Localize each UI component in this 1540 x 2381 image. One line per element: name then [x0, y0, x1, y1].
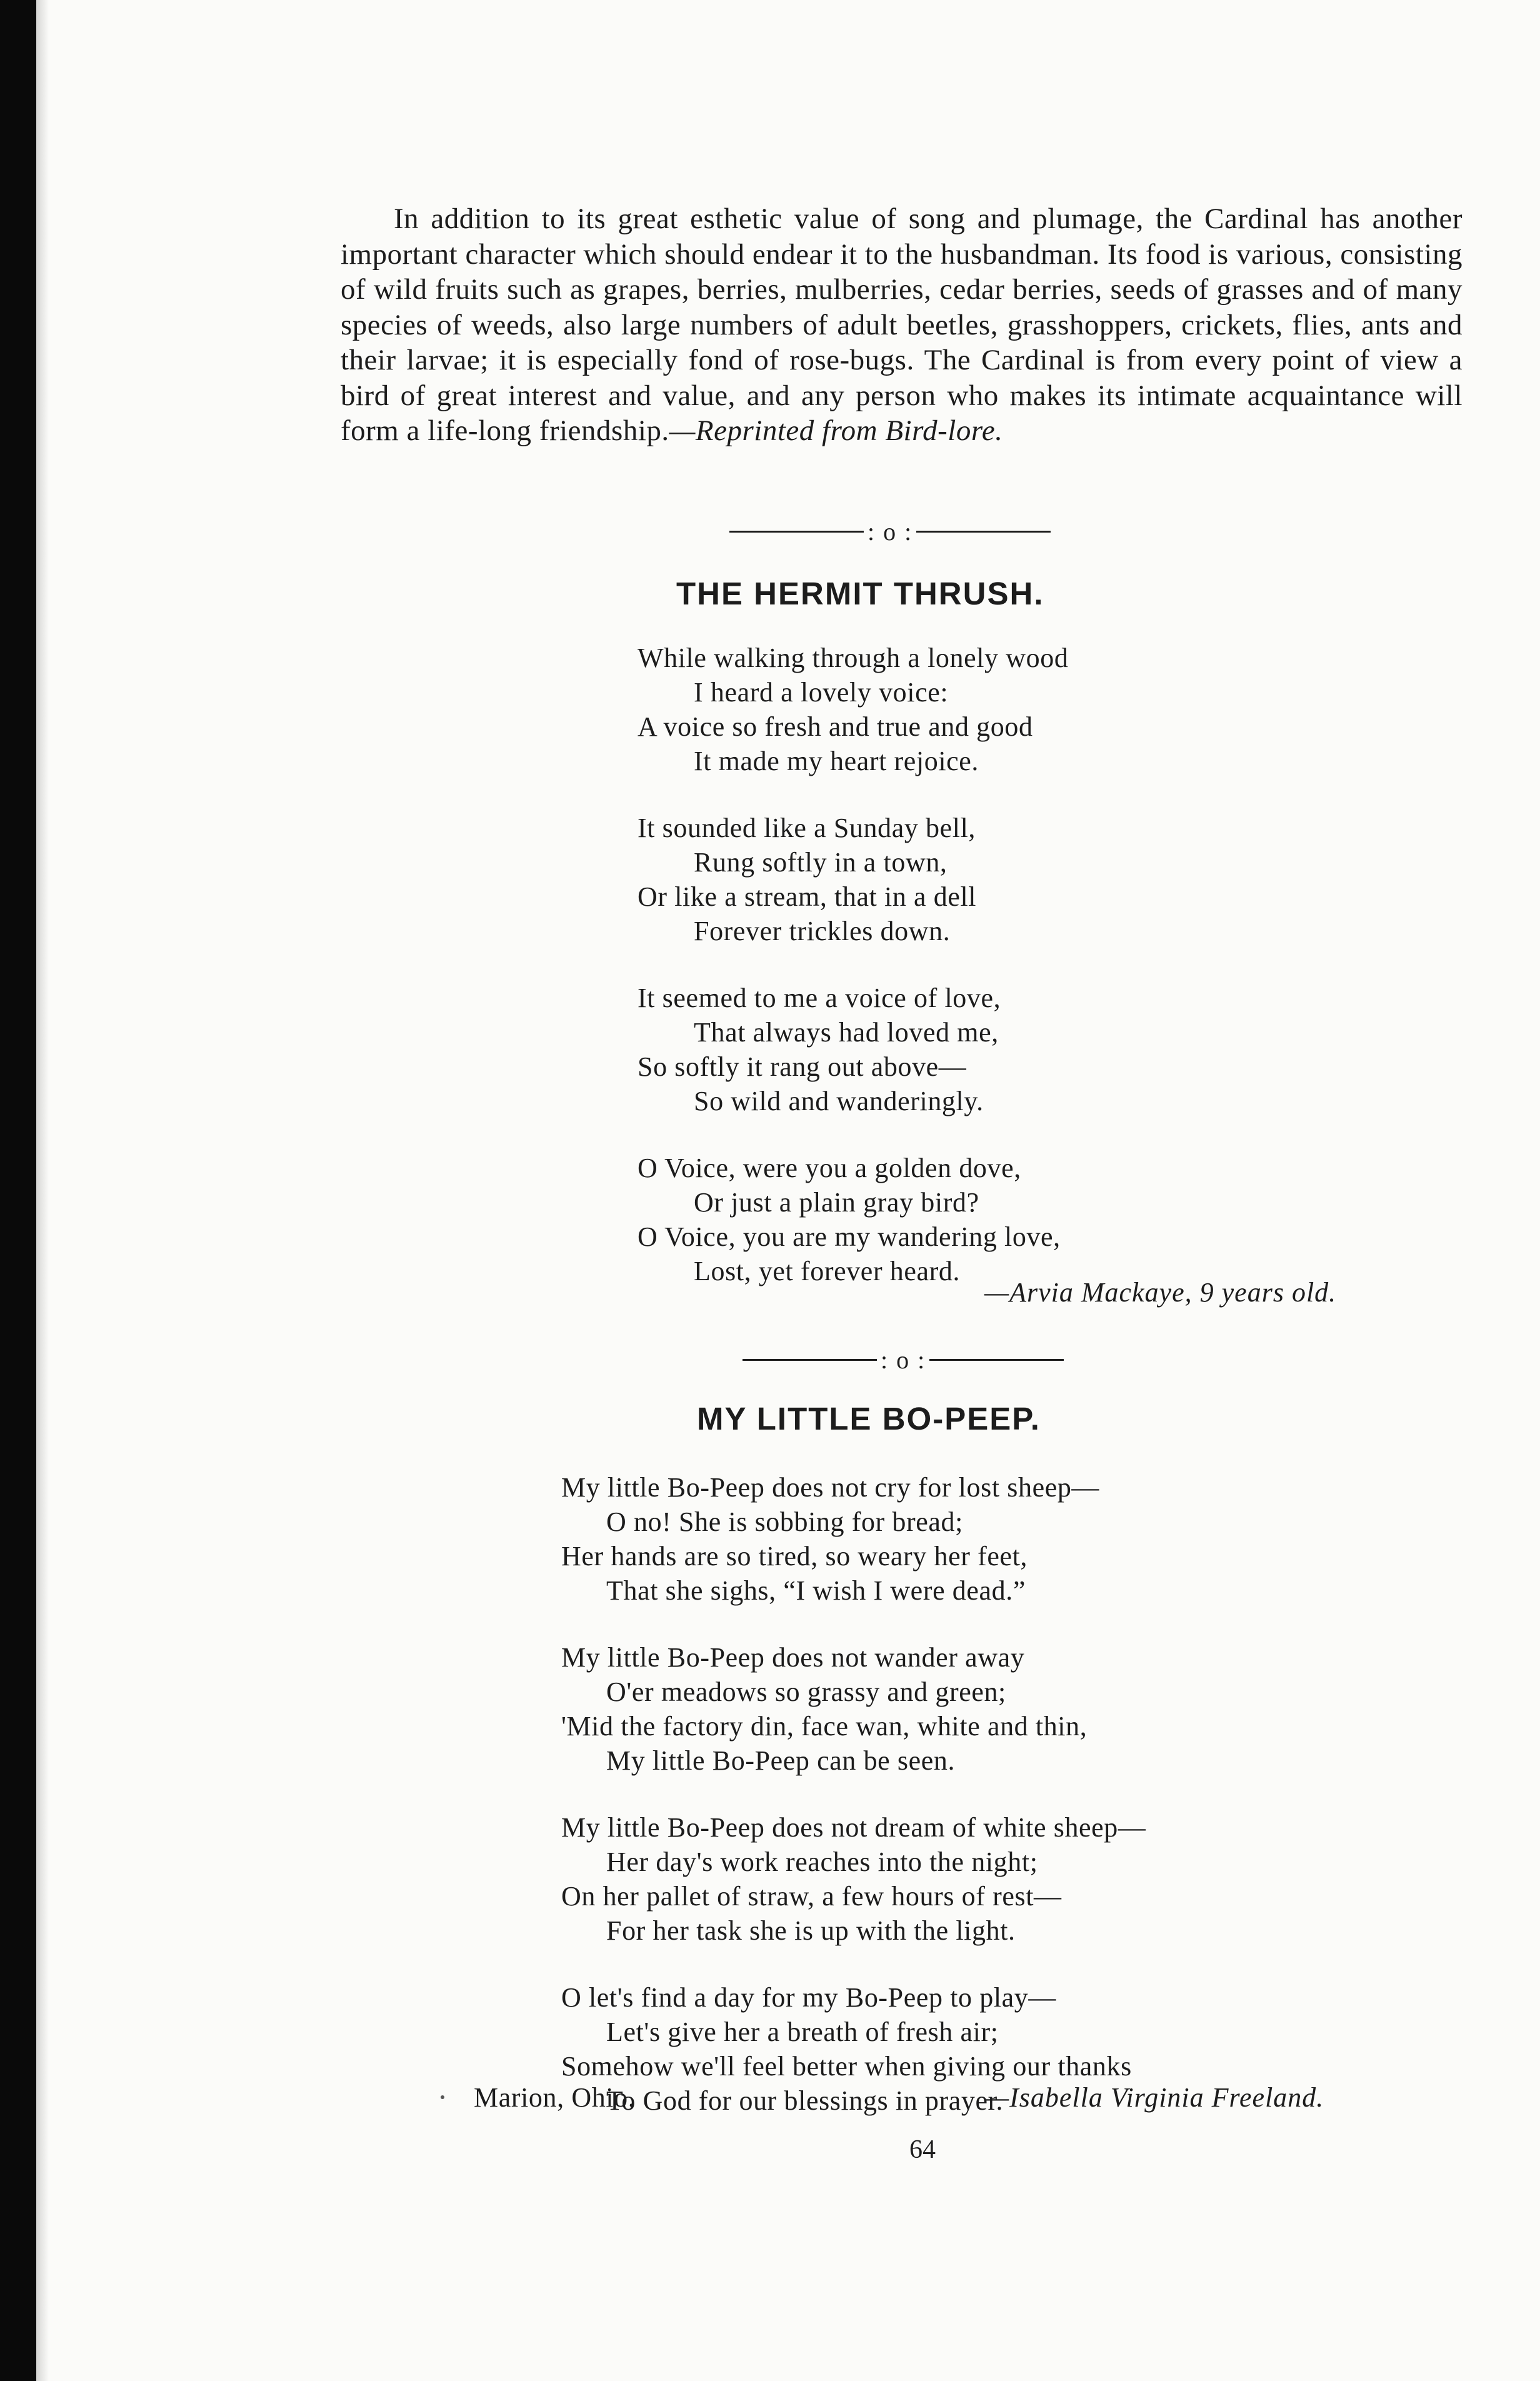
- stanza: [561, 1470, 1146, 1608]
- stanza: [561, 1640, 1146, 1778]
- poem-line: My little Bo-Peep does not wander away: [561, 1642, 1025, 1673]
- poem-line: So wild and wanderingly.: [694, 1086, 984, 1116]
- separator-rule-right: [929, 1359, 1064, 1361]
- poem-line: Or like a stream, that in a dell: [638, 881, 977, 912]
- separator-rule-left: [729, 531, 864, 533]
- stanza: [638, 811, 1068, 948]
- poem-line: Somehow we'll feel better when giving our thanks: [561, 2051, 1132, 2082]
- poem-line: O'er meadows so grassy and green;: [606, 1677, 1006, 1707]
- poem-line: Let's give her a breath of fresh air;: [606, 2017, 999, 2047]
- stanza: [561, 1810, 1146, 1948]
- poem-attribution-hermit-thrush: —Arvia Mackaye, 9 years old.: [984, 1277, 1337, 1308]
- poem-line: Her day's work reaches into the night;: [606, 1847, 1038, 1877]
- poem-hermit-thrush: [638, 641, 1068, 1288]
- poem-place: Marion, Ohio.: [474, 2082, 636, 2113]
- poem-line: 'Mid the factory din, face wan, white and thin,: [561, 1711, 1088, 1742]
- poem-line: I heard a lovely voice:: [694, 677, 949, 708]
- margin-dot: [441, 2095, 444, 2099]
- poem-line: That she sighs, “I wish I were dead.”: [606, 1575, 1026, 1606]
- separator-mark: : o :: [868, 517, 913, 546]
- poem-line: To God for our blessings in prayer.: [606, 2085, 1004, 2116]
- page-shadow: [36, 0, 49, 2381]
- poem-bo-peep: [561, 1470, 1146, 2118]
- separator-rule-left: [742, 1359, 877, 1361]
- poem-attribution-bo-peep: —Isabella Virginia Freeland.: [984, 2082, 1324, 2113]
- poem-line: My little Bo-Peep does not cry for lost sheep—: [561, 1472, 1100, 1503]
- poem-line: Lost, yet forever heard.: [694, 1256, 961, 1286]
- intro-source: —Reprinted from Bird-lore.: [669, 414, 1003, 447]
- stanza: [638, 981, 1068, 1118]
- poem-line: My little Bo-Peep can be seen.: [606, 1745, 956, 1776]
- section-separator: [729, 519, 1051, 544]
- separator-rule-right: [916, 531, 1051, 533]
- poem-line: O no! She is sobbing for bread;: [606, 1506, 963, 1537]
- poem-line: It made my heart rejoice.: [694, 746, 979, 776]
- stanza: [638, 641, 1068, 778]
- separator-mark: : o :: [881, 1345, 926, 1374]
- scan-edge: [0, 0, 36, 2381]
- poem-line: On her pallet of straw, a few hours of rest—: [561, 1881, 1062, 1912]
- poem-line: A voice so fresh and true and good: [638, 711, 1033, 742]
- intro-body: In addition to its great esthetic value of song and plumage, the Cardinal has another important character which should endear it to the husbandman. Its food is various, consisting of wild fruits such as grapes, berries, mulberries, cedar berries, seeds of grasses and of many species of weeds, also large numbers of adult beetles, grasshoppers, crickets, flies, ants and their larvae; it is especially fond of rose-bugs. The Cardinal is from every point of view a bird of great interest and value, and any person who makes its intimate acquaintance will form a life-long friendship.: [341, 203, 1462, 447]
- poem-line: Her hands are so tired, so weary her feet,: [561, 1541, 1028, 1571]
- page-number: 64: [909, 2135, 936, 2164]
- poem-line: Forever trickles down.: [694, 916, 951, 946]
- poem-line: That always had loved me,: [694, 1017, 999, 1048]
- poem-title-bo-peep: MY LITTLE BO-PEEP.: [697, 1401, 1041, 1436]
- poem-line: While walking through a lonely wood: [638, 643, 1069, 673]
- poem-line: Or just a plain gray bird?: [694, 1187, 979, 1218]
- poem-line: My little Bo-Peep does not dream of white sheep—: [561, 1812, 1146, 1843]
- poem-line: O let's find a day for my Bo-Peep to play—: [561, 1982, 1056, 2013]
- intro-paragraph: [341, 201, 1462, 449]
- poem-line: So softly it rang out above—: [638, 1051, 967, 1082]
- poem-line: It seemed to me a voice of love,: [638, 983, 1001, 1013]
- poem-line: For her task she is up with the light.: [606, 1915, 1016, 1946]
- poem-title-hermit-thrush: THE HERMIT THRUSH.: [676, 576, 1044, 611]
- poem-line: O Voice, were you a golden dove,: [638, 1153, 1021, 1183]
- stanza: [638, 1151, 1068, 1288]
- poem-line: Rung softly in a town,: [694, 847, 948, 878]
- poem-line: O Voice, you are my wandering love,: [638, 1221, 1061, 1252]
- poem-line: It sounded like a Sunday bell,: [638, 813, 976, 843]
- section-separator: [742, 1347, 1064, 1372]
